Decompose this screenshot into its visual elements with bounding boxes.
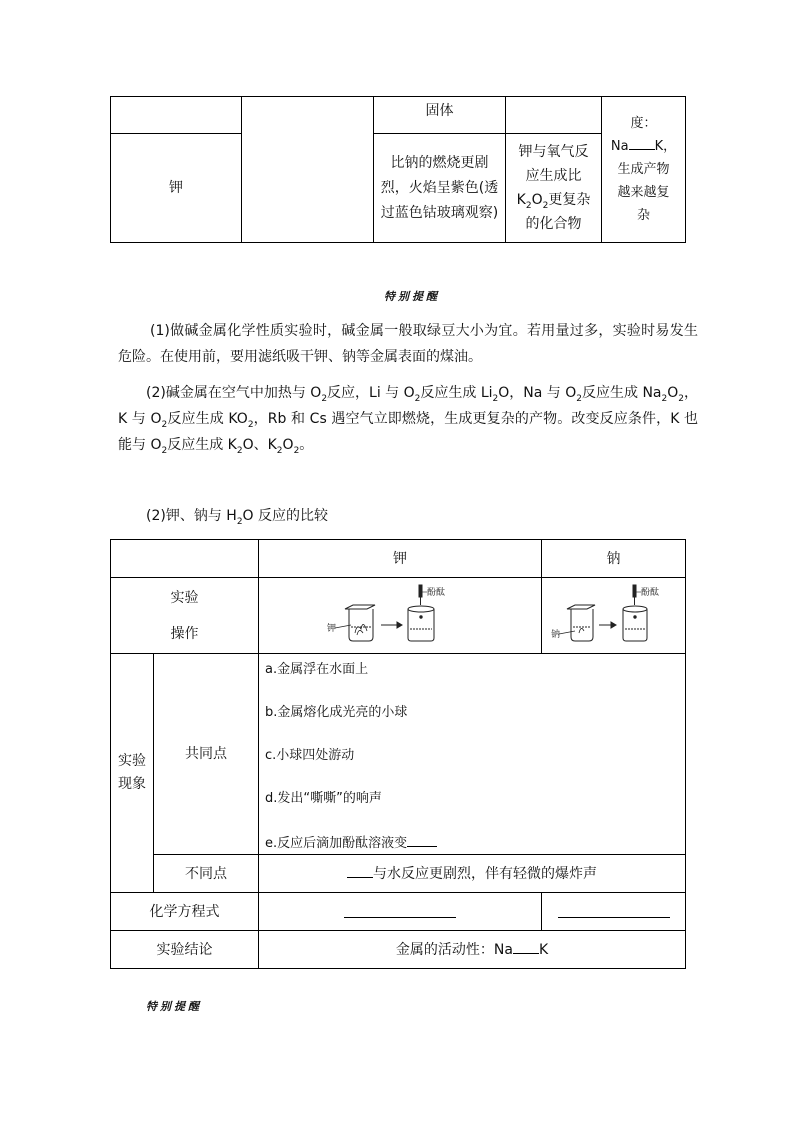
operation-label-1: 实验 bbox=[170, 589, 199, 606]
common-item-e-text: e.反应后滴加酚酞溶液变 bbox=[265, 836, 408, 851]
p2-t6: O bbox=[667, 385, 679, 401]
phenomenon-label-1: 实验 bbox=[118, 753, 146, 769]
p2-t13: 。 bbox=[299, 437, 314, 453]
sodium-experiment-figure bbox=[549, 583, 679, 649]
t2-operation-label bbox=[111, 578, 259, 654]
common-item-d: d.发出“嘶嘶”的响声 bbox=[265, 791, 382, 806]
t2-fig-sodium-cell bbox=[542, 578, 686, 654]
product-line-3 bbox=[506, 188, 601, 212]
section-2-title-b: O 反应的比较 bbox=[242, 508, 329, 524]
p2-t11: O、K bbox=[242, 437, 277, 453]
beaker-icon bbox=[567, 605, 595, 641]
k2o2-o: O bbox=[531, 192, 543, 208]
p2-t7: ，K 与 O bbox=[118, 385, 699, 427]
beaker-icon bbox=[623, 606, 647, 641]
t2-header-potassium bbox=[259, 540, 542, 578]
t2-conclusion-label bbox=[111, 931, 259, 969]
beaker-icon bbox=[345, 605, 375, 641]
common-item-c: c.小球四处游动 bbox=[265, 748, 355, 763]
k2o2-sub1: 2 bbox=[525, 200, 532, 211]
conclusion-line-5: 杂 bbox=[636, 208, 650, 223]
p2-s7: 2 bbox=[161, 419, 168, 430]
conclusion-blank bbox=[629, 135, 655, 150]
p2-t8: 反应生成 KO bbox=[167, 411, 248, 427]
equation-na-blank bbox=[558, 916, 670, 918]
table1-state-text: 固体 bbox=[425, 103, 454, 119]
t2-common-label bbox=[154, 654, 259, 855]
p2-s2: 2 bbox=[414, 393, 421, 404]
arrow-right-icon bbox=[599, 622, 616, 628]
reaction-flame-icon bbox=[579, 628, 584, 633]
potassium-experiment-figure bbox=[325, 583, 475, 649]
conclusion-k: K， bbox=[654, 139, 677, 154]
tip-heading-1: 特别提醒 bbox=[384, 290, 440, 303]
table1-metal-cell bbox=[111, 134, 242, 243]
dropper-icon bbox=[419, 585, 422, 605]
tip-heading-2: 特别提醒 bbox=[146, 1000, 202, 1013]
difference-blank bbox=[347, 863, 373, 878]
product-line-1: 钾与氧气反 bbox=[518, 144, 589, 160]
arrow-right-icon bbox=[381, 622, 402, 628]
conclusion-text-a: 金属的活动性：Na bbox=[395, 941, 513, 958]
alkali-metal-oxygen-table bbox=[110, 96, 686, 243]
equation-k-blank bbox=[344, 916, 456, 918]
conclusion-line-2 bbox=[602, 135, 685, 158]
conclusion-blank-2 bbox=[513, 939, 539, 954]
p2-s11: 2 bbox=[276, 445, 283, 456]
p2-t2: 反应，Li 与 O bbox=[327, 385, 415, 401]
section-2-title bbox=[146, 505, 328, 525]
k2o2-k: K bbox=[516, 192, 526, 208]
fig-na-indicator-label: 酚酞 bbox=[640, 587, 659, 598]
t2-conclusion-cell bbox=[259, 931, 686, 969]
table1-cell-state bbox=[374, 97, 506, 134]
conclusion-text-b: K bbox=[538, 941, 549, 958]
label-line bbox=[559, 631, 575, 634]
p2-s12: 2 bbox=[293, 445, 300, 456]
p2-s9: 2 bbox=[161, 445, 168, 456]
p2-t1: (2)碱金属在空气中加热与 O bbox=[146, 385, 322, 401]
fig-na-metal-label: 钠 bbox=[550, 629, 560, 640]
t2-difference-label bbox=[154, 855, 259, 893]
p2-s5: 2 bbox=[661, 393, 668, 404]
difference-label-text: 不同点 bbox=[185, 865, 227, 882]
table1-cell-empty-2 bbox=[506, 97, 602, 134]
common-label-text: 共同点 bbox=[185, 746, 227, 762]
t2-phenomenon-label bbox=[111, 654, 154, 893]
conclusion-line-1: 度： bbox=[630, 116, 657, 131]
table1-cell-empty bbox=[111, 97, 242, 134]
p2-t9: ，Rb 和 Cs 遇空气立即燃烧，生成更复杂的产物。改变反应条件，K 也能与 O bbox=[118, 411, 698, 453]
t2-header-potassium-text: 钾 bbox=[393, 550, 407, 567]
table1-cell-conclusion bbox=[602, 97, 686, 243]
p2-s10: 2 bbox=[236, 445, 243, 456]
paragraph-1: (1)做碱金属化学性质实验时，碱金属一般取绿豆大小为宜。若用量过多，实验时易发生危险。在使用前，要用滤纸吸干钾、钠等金属表面的煤油。 bbox=[118, 323, 698, 365]
p2-s1: 2 bbox=[321, 393, 328, 404]
section-2-title-sub: 2 bbox=[236, 516, 243, 527]
dropper-icon bbox=[633, 585, 636, 605]
p2-t3: 反应生成 Li bbox=[420, 385, 493, 401]
common-item-b: b.金属熔化成光亮的小球 bbox=[265, 705, 408, 720]
conclusion-label-text: 实验结论 bbox=[156, 941, 213, 958]
paragraph-2 bbox=[118, 380, 698, 458]
t2-equation-potassium bbox=[259, 893, 542, 931]
p2-s4: 2 bbox=[576, 393, 582, 404]
metal-potassium: 钾 bbox=[169, 180, 183, 196]
t2-difference-cell bbox=[259, 855, 686, 893]
product-line-2: 应生成比 bbox=[525, 168, 582, 184]
common-item-e bbox=[265, 826, 685, 854]
difference-text: 与水反应更剧烈，伴有轻微的爆炸声 bbox=[373, 865, 597, 882]
t2-common-list bbox=[259, 654, 686, 855]
conclusion-line-3: 生成产物 bbox=[617, 162, 670, 177]
equation-label-text: 化学方程式 bbox=[149, 903, 220, 920]
t2-fig-potassium-cell bbox=[259, 578, 542, 654]
fig-k-indicator-label: 酚酞 bbox=[427, 587, 446, 598]
reaction-flame-icon bbox=[355, 624, 367, 635]
phenomenon-text: 比钠的燃烧更剧烈，火焰呈紫色(透过蓝色钴玻璃观察) bbox=[380, 154, 499, 221]
p2-t5: 反应生成 Na bbox=[582, 385, 662, 401]
table1-cell-method bbox=[242, 97, 374, 243]
k2o2-sub2: 2 bbox=[542, 200, 549, 211]
p2-s3: 2 bbox=[492, 393, 499, 404]
t2-header-sodium bbox=[542, 540, 686, 578]
conclusion-na: Na bbox=[610, 139, 629, 154]
product-line-4: 的化合物 bbox=[525, 216, 582, 232]
beaker-icon bbox=[408, 606, 434, 641]
p2-s8: 2 bbox=[247, 419, 254, 430]
p2-t4: O，Na 与 O bbox=[498, 385, 577, 401]
common-item-a: a.金属浮在水面上 bbox=[265, 662, 369, 677]
p2-s6: 2 bbox=[678, 393, 685, 404]
table1-product-cell bbox=[506, 134, 602, 243]
conclusion-line-4: 越来越复 bbox=[617, 185, 670, 200]
section-2-title-a: (2)钾、钠与 H bbox=[146, 508, 237, 524]
t2-header-sodium-text: 钠 bbox=[606, 550, 621, 567]
color-blank bbox=[407, 832, 437, 847]
k2o2-rest: 更复杂 bbox=[548, 192, 591, 208]
table1-phenomenon-cell bbox=[374, 134, 506, 243]
t2-equation-label bbox=[111, 893, 259, 931]
potassium-sodium-water-table bbox=[110, 539, 686, 969]
p2-t12: O bbox=[282, 437, 294, 453]
t2-header-empty bbox=[111, 540, 259, 578]
fig-k-metal-label: 钾 bbox=[327, 623, 337, 634]
operation-label-2: 操作 bbox=[170, 625, 199, 642]
p2-t10: 反应生成 K bbox=[167, 437, 237, 453]
phenomenon-label-2: 现象 bbox=[118, 776, 146, 792]
t2-equation-sodium bbox=[542, 893, 686, 931]
